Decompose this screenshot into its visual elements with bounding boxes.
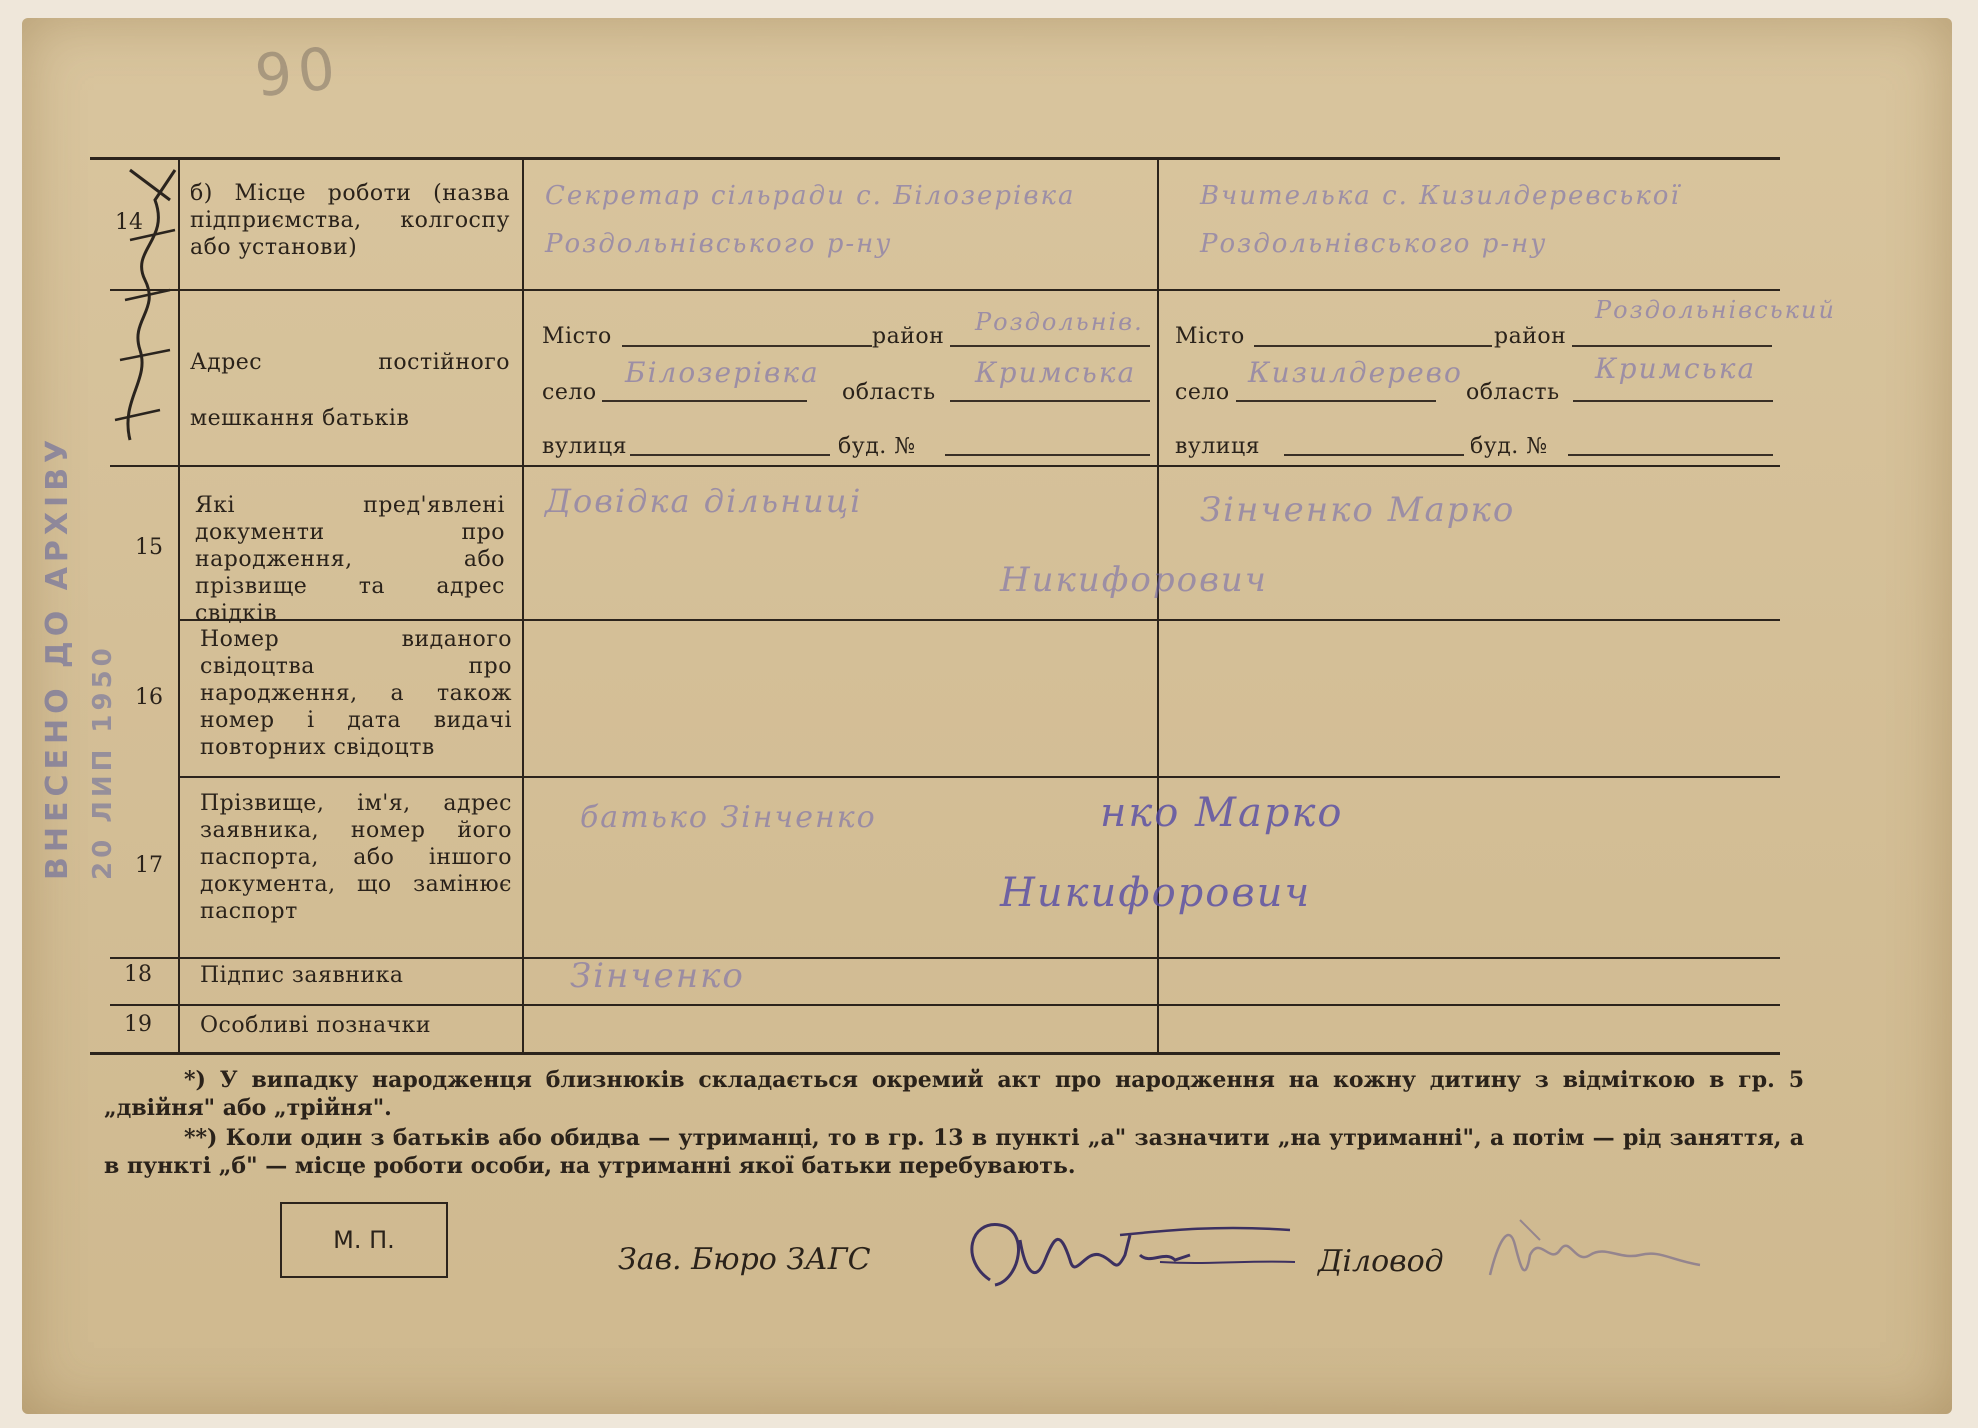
row-15-col2-line1: Зінченко Марко — [1200, 490, 1516, 530]
row-14-label: б) Місце роботи (назва підприємства, колгоспу або установи) — [190, 181, 510, 260]
address-col2-district-line — [1572, 345, 1772, 347]
address-col2-street-line — [1284, 454, 1464, 456]
row-17-number: 17 — [135, 853, 163, 878]
address-col2-village-line — [1236, 400, 1436, 402]
row-15-col1-text: Довідка дільниці — [545, 482, 863, 520]
row-16-number: 16 — [135, 685, 163, 710]
row-17-col1-text: батько Зінченко — [580, 800, 877, 835]
row-17-col2-line1: нко Марко — [1100, 790, 1344, 836]
table-vline-label — [522, 157, 524, 1052]
table-line-r16-bottom — [180, 776, 1780, 778]
row-17-label: Прізвище, ім'я, адрес заявника, номер його паспорта, або іншого документа, що замінює паспорт — [200, 791, 512, 924]
address-col1-building-label: буд. № — [838, 434, 916, 459]
head-label: Зав. Бюро ЗАГС — [618, 1242, 871, 1277]
head-signature — [950, 1200, 1320, 1310]
address-col1-village-label: село — [542, 380, 597, 405]
table-line-address-bottom — [110, 465, 1780, 467]
address-col2-region-value: Кримська — [1595, 352, 1757, 385]
clerk-signature — [1470, 1205, 1730, 1305]
address-col1-district-line — [950, 345, 1150, 347]
address-col2-village-label: село — [1175, 380, 1230, 405]
row-14-number: 14 — [115, 210, 143, 235]
address-col1-village-value: Білозерівка — [625, 356, 820, 389]
address-col1-region-label: область — [842, 380, 936, 405]
table-line-r17-bottom — [110, 957, 1780, 959]
table-line-bottom — [90, 1052, 1780, 1055]
address-col2-street-label: вулиця — [1175, 434, 1260, 459]
address-col1-village-line — [602, 400, 807, 402]
clerk-label: Діловод — [1318, 1244, 1444, 1279]
footnote-dependents: **) Коли один з батьків або обидва — утриманці, то в гр. 13 в пункті „а" зазначити „на утриманні", а потім — рід заняття, а в пункті „б" — місце роботи особи, на утриманні якої батьки перебувають. — [104, 1125, 1804, 1179]
row-16-label: Номер виданого свідоцтва про народження, а також номер і дата видачі повторних свідоцтв — [200, 627, 512, 760]
address-col2-city-label: Місто — [1175, 324, 1245, 349]
row-18-label: Підпис заявника — [200, 963, 404, 988]
archive-stamp-date: 20 ЛИП 1950 — [88, 644, 118, 880]
address-col2-region-label: область — [1466, 380, 1560, 405]
row-19-number: 19 — [124, 1012, 152, 1037]
row-19-label: Особливі позначки — [200, 1013, 432, 1038]
address-col2-district-value: Роздольнівський — [1595, 296, 1836, 324]
address-col2-building-line — [1568, 454, 1773, 456]
address-col2-village-value: Кизилдерево — [1248, 356, 1463, 389]
address-col1-street-label: вулиця — [542, 434, 627, 459]
address-col2-building-label: буд. № — [1470, 434, 1548, 459]
table-vline-mid — [1157, 157, 1159, 1052]
address-col1-street-line — [630, 454, 830, 456]
table-line-top — [90, 157, 1780, 160]
row-18-col1-signature: Зінченко — [570, 956, 745, 996]
address-col2-region-line — [1573, 400, 1773, 402]
row-14-col1-text: Секретар сільради с. Білозерівка Роздольнівського р-ну — [545, 181, 1076, 259]
address-label: Адрес постійного мешкання батьків — [190, 350, 510, 431]
address-col1-region-value: Кримська — [975, 356, 1137, 389]
table-vline-num — [178, 157, 180, 1052]
address-col1-region-line — [950, 400, 1150, 402]
table-line-r18-bottom — [110, 1004, 1780, 1006]
address-col1-city-label: Місто — [542, 324, 612, 349]
row-14-col2-text: Вчителька с. Кизилдеревської Роздольнівського р-ну — [1200, 181, 1681, 259]
seal-box: М. П. — [280, 1202, 448, 1278]
row-17-col2-line2: Никифорович — [1000, 870, 1312, 916]
address-col1-district-label: район — [872, 324, 945, 349]
row-15-col2-line2: Никифорович — [1000, 560, 1268, 600]
address-col2-district-label: район — [1494, 324, 1567, 349]
address-col2-city-line — [1254, 345, 1492, 347]
table-line-r14-bottom — [110, 289, 1780, 291]
row-15-number: 15 — [135, 535, 163, 560]
archive-number: 90 — [251, 33, 345, 111]
address-col1-building-line — [945, 454, 1150, 456]
row-15-label: Які пред'явлені документи про народження, або прізвище та адрес свідків — [195, 493, 505, 626]
row-18-number: 18 — [124, 962, 152, 987]
footnote-twins: *) У випадку народженця близнюків складається окремий акт про народження на кожну дитину з відміткою в гр. 5 „двійня" або „трійня". — [104, 1067, 1804, 1121]
archive-stamp: ВНЕСЕНО ДО АРХІВУ — [40, 434, 75, 880]
address-col1-city-line — [622, 345, 872, 347]
marginal-note — [100, 160, 190, 460]
address-col1-district-value: Роздольнів. — [975, 308, 1144, 336]
